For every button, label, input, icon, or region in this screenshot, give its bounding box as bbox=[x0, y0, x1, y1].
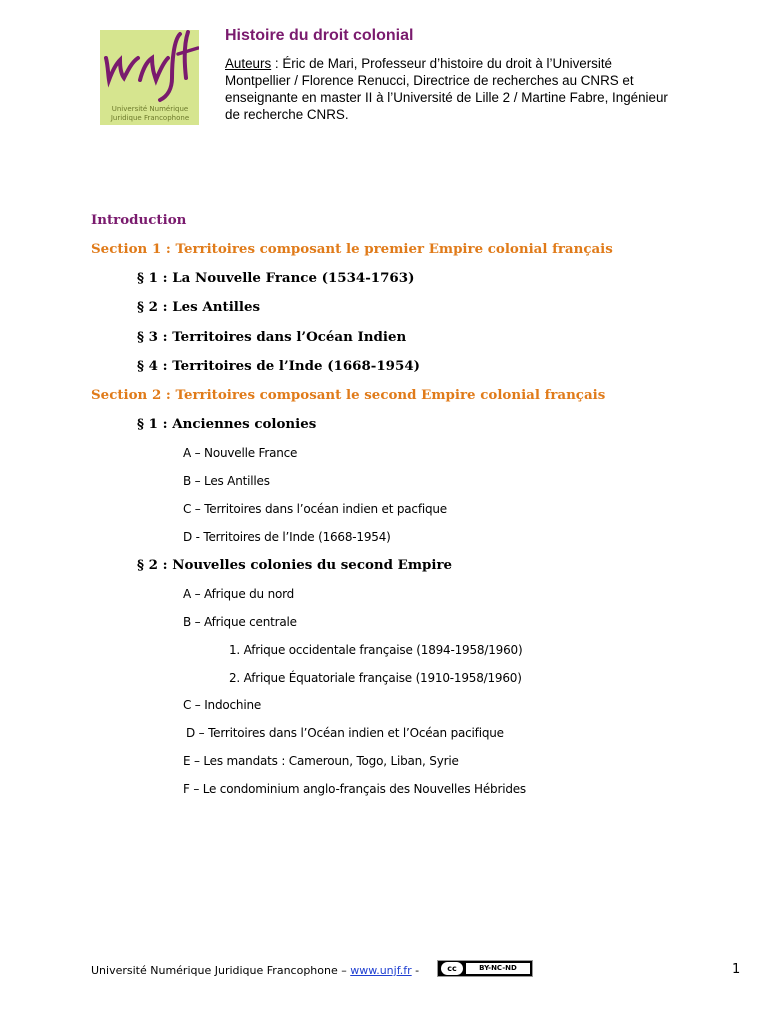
unjf-logo-mark bbox=[100, 30, 199, 105]
cc-license-label: BY-NC-ND bbox=[466, 963, 530, 974]
page-footer bbox=[91, 964, 419, 977]
toc-s1-paragraph-3: § 3 : Territoires dans l’Océan Indien bbox=[137, 329, 407, 345]
footer-dash: - bbox=[411, 964, 420, 977]
toc-s2-p2-item-d: D – Territoires dans l’Océan indien et l’Océan pacifique bbox=[186, 726, 504, 740]
toc-s1-paragraph-4: § 4 : Territoires de l’Inde (1668-1954) bbox=[137, 358, 420, 374]
toc-s2-p2-item-a: A – Afrique du nord bbox=[183, 587, 295, 601]
toc-s2-p1-item-d: D - Territoires de l’Inde (1668-1954) bbox=[183, 530, 391, 544]
toc-s2-p2-item-c: C – Indochine bbox=[183, 698, 262, 712]
toc-s1-paragraph-2: § 2 : Les Antilles bbox=[137, 299, 261, 315]
toc-s1-paragraph-1: § 1 : La Nouvelle France (1534-1763) bbox=[137, 270, 415, 286]
toc-s2-p2-item-b2: 2. Afrique Équatoriale française (1910-1958/1960) bbox=[229, 671, 522, 685]
document-title: Histoire du droit colonial bbox=[225, 27, 414, 44]
unjf-logo bbox=[100, 30, 199, 125]
footer-text: Université Numérique Juridique Francophone – bbox=[91, 964, 351, 977]
toc-s2-p1-item-b: B – Les Antilles bbox=[183, 474, 270, 488]
toc-s2-p2-item-f: F – Le condominium anglo-français des Nouvelles Hébrides bbox=[183, 782, 526, 796]
toc-s2-p1-item-c: C – Territoires dans l’océan indien et pacfique bbox=[183, 502, 447, 516]
page-number: 1 bbox=[732, 962, 741, 977]
authors-block bbox=[225, 55, 675, 123]
cc-icon: cc bbox=[441, 962, 463, 975]
toc-introduction: Introduction bbox=[91, 212, 187, 228]
authors-text: : Éric de Mari, Professeur d’histoire du droit à l’Université Montpellier / Florence Renucci, Directrice de recherches au CNRS et enseignante en master II à l’Université de Lille 2 / Martine Fabre, Ingénieur de recherche CNRS. bbox=[225, 56, 668, 122]
toc-s2-paragraph-2: § 2 : Nouvelles colonies du second Empire bbox=[137, 557, 453, 573]
toc-section-2: Section 2 : Territoires composant le second Empire colonial français bbox=[91, 387, 606, 403]
logo-line-2: Juridique Francophone bbox=[110, 114, 190, 122]
toc-s2-p2-item-e: E – Les mandats : Cameroun, Togo, Liban, Syrie bbox=[183, 754, 459, 768]
toc-s2-p1-item-a: A – Nouvelle France bbox=[183, 446, 298, 460]
footer-link[interactable]: www.unjf.fr bbox=[350, 964, 412, 977]
toc-s2-paragraph-1: § 1 : Anciennes colonies bbox=[137, 416, 317, 432]
toc-s2-p2-item-b: B – Afrique centrale bbox=[183, 615, 297, 629]
logo-line-1: Université Numérique bbox=[111, 105, 189, 113]
authors-label: Auteurs bbox=[225, 56, 272, 71]
toc-s2-p2-item-b1: 1. Afrique occidentale française (1894-1958/1960) bbox=[229, 643, 523, 657]
creative-commons-badge[interactable] bbox=[437, 960, 533, 977]
toc-section-1: Section 1 : Territoires composant le premier Empire colonial français bbox=[91, 241, 613, 257]
